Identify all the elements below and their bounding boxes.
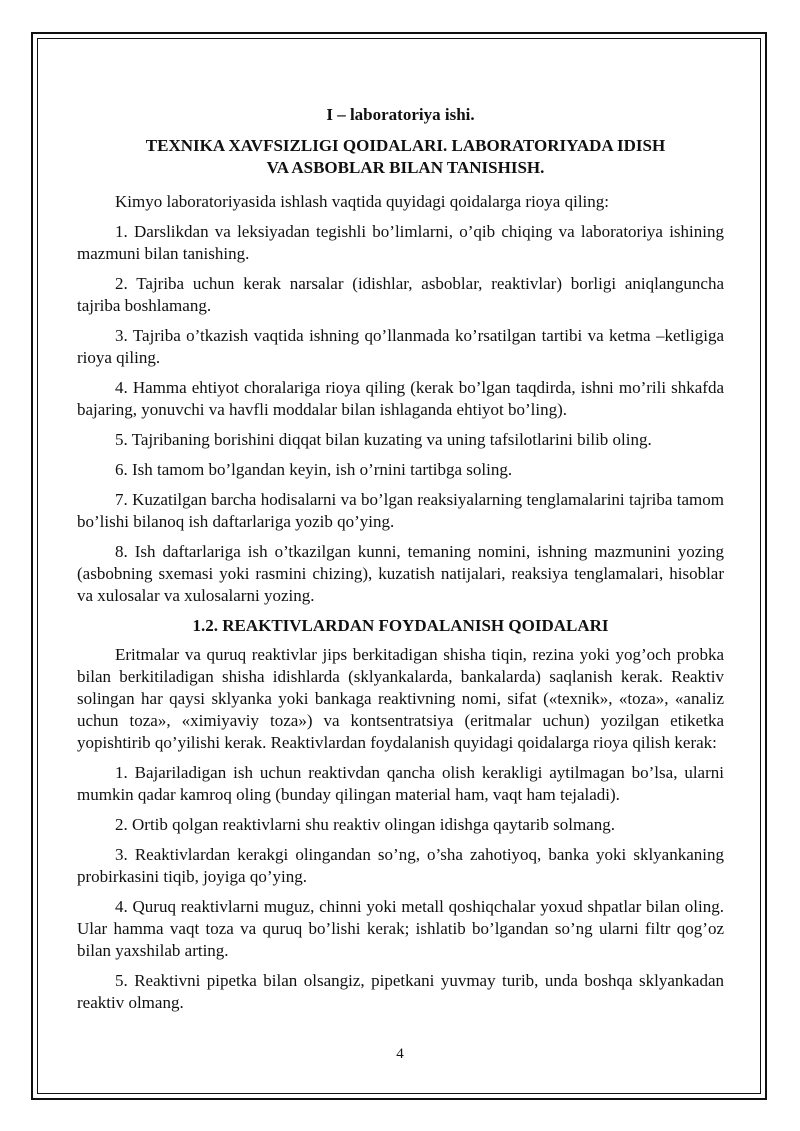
section-rule-item: 1. Bajariladigan ish uchun reaktivdan qancha olish kerakligi aytilmagan bo’lsa, ularni mumkin qadar kamroq oling (bunday qilingan material ham, vaqt ham tejaladi). <box>77 763 724 804</box>
section-rule-item: 4. Quruq reaktivlarni muguz, chinni yoki metall qoshiqchalar yoxud shpatlar bilan oling. Ular hamma vaqt toza va quruq bo’lishi kerak; ishlatib bo’lgandan so’ng ularni filtr qog’oz bilan yaxshilab arting. <box>77 897 724 960</box>
intro-paragraph: Kimyo laboratoriyasida ishlash vaqtida quyidagi qoidalarga rioya qiling: <box>115 192 609 211</box>
page-content <box>77 104 724 1022</box>
main-heading-line-2: VA ASBOBLAR BILAN TANISHISH. <box>266 158 545 177</box>
section-rule-item: 3. Reaktivlardan kerakgi olingandan so’ng, o’sha zahotiyoq, banka yoki sklyankaning probirkasini tiqib, joyiga qo’ying. <box>77 845 724 886</box>
section-intro-paragraph: Eritmalar va quruq reaktivlar jips berkitadigan shisha tiqin, rezina yoki yog’och probka bilan berkitiladigan shisha idishlarda (sklyankalarda, bankalarda) saqlanish kerak. Reaktiv solingan har qaysi sklyanka yoki bankaga reaktivning nomi, sifat («texnik», «toza», «analiz uchun toza», «ximiyaviy toza») va kontsentratsiya (eritmalar uchun) yozilgan etiketka yopishtirib qo’yilishi kerak. Reaktivlardan foydalanish quyidagi qoidalarga rioya qilish kerak: <box>77 645 724 752</box>
section-heading: 1.2. REAKTIVLARDAN FOYDALANISH QOIDALARI <box>192 616 609 635</box>
rule-item: 6. Ish tamom bo’lgandan keyin, ish o’rnini tartibga soling. <box>115 460 513 479</box>
lab-title: I – laboratoriya ishi. <box>326 105 475 124</box>
rule-item: 8. Ish daftarlariga ish o’tkazilgan kunni, temaning nomini, ishning mazmunini yozing (asbobning sxemasi yoki rasmini chizing), kuzatish natijalari, reaksiya tenglamalari, hisoblar va xulosalar va xulosalarni yozing. <box>77 542 724 605</box>
rule-item: 3. Tajriba o’tkazish vaqtida ishning qo’llanmada ko’rsatilgan tartibi va ketma –ketligiga rioya qiling. <box>77 326 724 367</box>
rule-item: 5. Tajribaning borishini diqqat bilan kuzating va uning tafsilotlarini bilib oling. <box>115 430 652 449</box>
page-number: 4 <box>396 1046 404 1062</box>
rule-item: 2. Tajriba uchun kerak narsalar (idishlar, asboblar, reaktivlar) borligi aniqlanguncha tajriba boshlamang. <box>77 274 724 315</box>
rule-item: 1. Darslikdan va leksiyadan tegishli bo’limlarni, o’qib chiqing va laboratoriya ishining mazmuni bilan tanishing. <box>77 222 724 263</box>
section-rule-item: 5. Reaktivni pipetka bilan olsangiz, pipetkani yuvmay turib, unda boshqa sklyankadan reaktiv olmang. <box>77 971 724 1012</box>
rule-item: 7. Kuzatilgan barcha hodisalarni va bo’lgan reaksiyalarning tenglamalarini tajriba tamom bo’lishi bilanoq ish daftarlariga yozib qo’ying. <box>77 490 724 531</box>
main-heading-line-1: TEXNIKA XAVFSIZLIGI QOIDALARI. LABORATORIYADA IDISH <box>145 136 666 155</box>
section-rule-item: 2. Ortib qolgan reaktivlarni shu reaktiv olingan idishga qaytarib solmang. <box>115 815 615 834</box>
rule-item: 4. Hamma ehtiyot choralariga rioya qiling (kerak bo’lgan taqdirda, ishni mo’rili shkafda bajaring, yonuvchi va havfli moddalar bilan ishlaganda ehtiyot bo’ling). <box>77 378 724 419</box>
main-heading <box>77 135 724 179</box>
